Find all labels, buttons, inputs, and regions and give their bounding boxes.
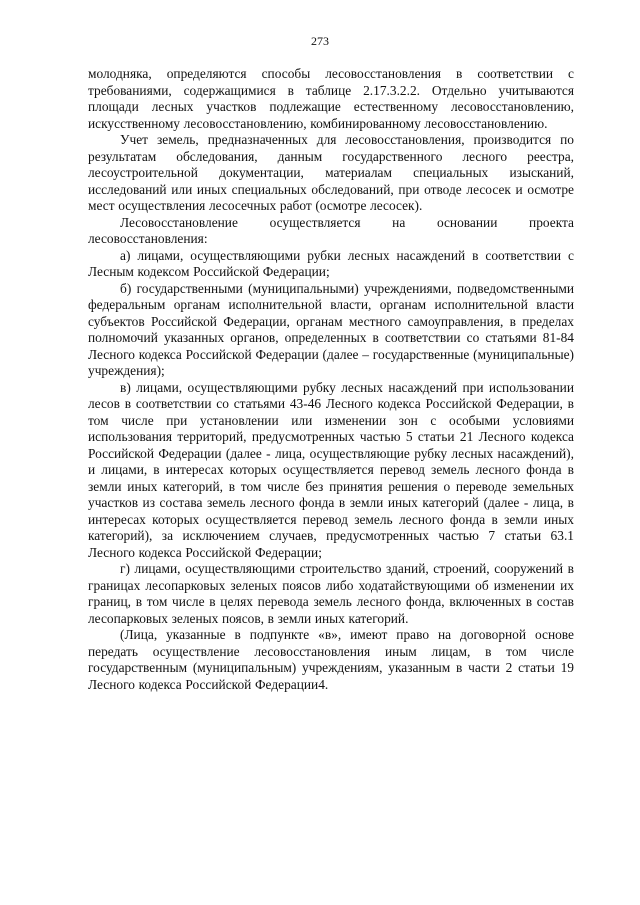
paragraph-6: в) лицами, осуществляющими рубку лесных насаждений при использовании лесов в соответствии со статьями 43-46 Лесного кодекса Российской Федерации, в том числе при установлении или изменении зон с особыми условиями использования территорий, предусмотренных частью 5 статьи 21 Лесного кодекса Российской Федерации (далее - лица, осуществляющие рубку лесных насаждений), и лицами, в интересах которых осуществляется перевод земель лесного фонда в земли иных категорий, в том числе без принятия решения о переводе земельных участков из состава земель лесного фонда в земли иных категорий (далее - лица, в интересах которых осуществляется перевод земель лесного фонда в земли иных категорий), за исключением случаев, предусмотренных частью 7 статьи 63.1 Лесного кодекса Российской Федерации;: [88, 379, 574, 560]
paragraph-3: Лесовосстановление осуществляется на основании проекта лесовосстановления:: [88, 214, 574, 246]
page-number: 273: [311, 34, 329, 48]
paragraph-1: молодняка, определяются способы лесовосстановления в соответствии с требованиями, содержащимися в таблице 2.17.3.2.2. Отдельно учитываются площади лесных участков подлежащие естественному лесовосстановлению, искусственному лесовосстановлению, комбинированному лесовосстановлению.: [88, 66, 574, 131]
document-body: [88, 66, 574, 693]
paragraph-8: (Лица, указанные в подпункте «в», имеют право на договорной основе передать осуществление лесовосстановления иным лицам, в том числе государственным (муниципальным) учреждениям, указанным в части 2 статьи 19 Лесного кодекса Российской Федерации4.: [88, 627, 574, 692]
paragraph-4: а) лицами, осуществляющими рубки лесных насаждений в соответствии с Лесным кодексом Российской Федерации;: [88, 247, 574, 279]
paragraph-7: г) лицами, осуществляющими строительство зданий, строений, сооружений в границах лесопарковых зеленых поясов либо ходатайствующими об изменении их границ, в том числе в целях перевода земель лесного фонда, включенных в состав лесопарковых зеленых поясов, в земли иных категорий.: [88, 561, 574, 626]
paragraph-2: Учет земель, предназначенных для лесовосстановления, производится по результатам обследования, данным государственного лесного реестра, лесоустроительной документации, материалам специальных изысканий, исследований или иных специальных обследований, при отводе лесосек и осмотре мест осуществления лесосечных работ (осмотре лесосек).: [88, 132, 574, 213]
paragraph-5: б) государственными (муниципальными) учреждениями, подведомственными федеральным органам исполнительной власти, органам исполнительной власти субъектов Российской Федерации, органам местного самоуправления, в пределах полномочий указанных органов, определенных в соответствии со статьями 81-84 Лесного кодекса Российской Федерации (далее – государственные (муниципальные) учреждения);: [88, 280, 574, 378]
